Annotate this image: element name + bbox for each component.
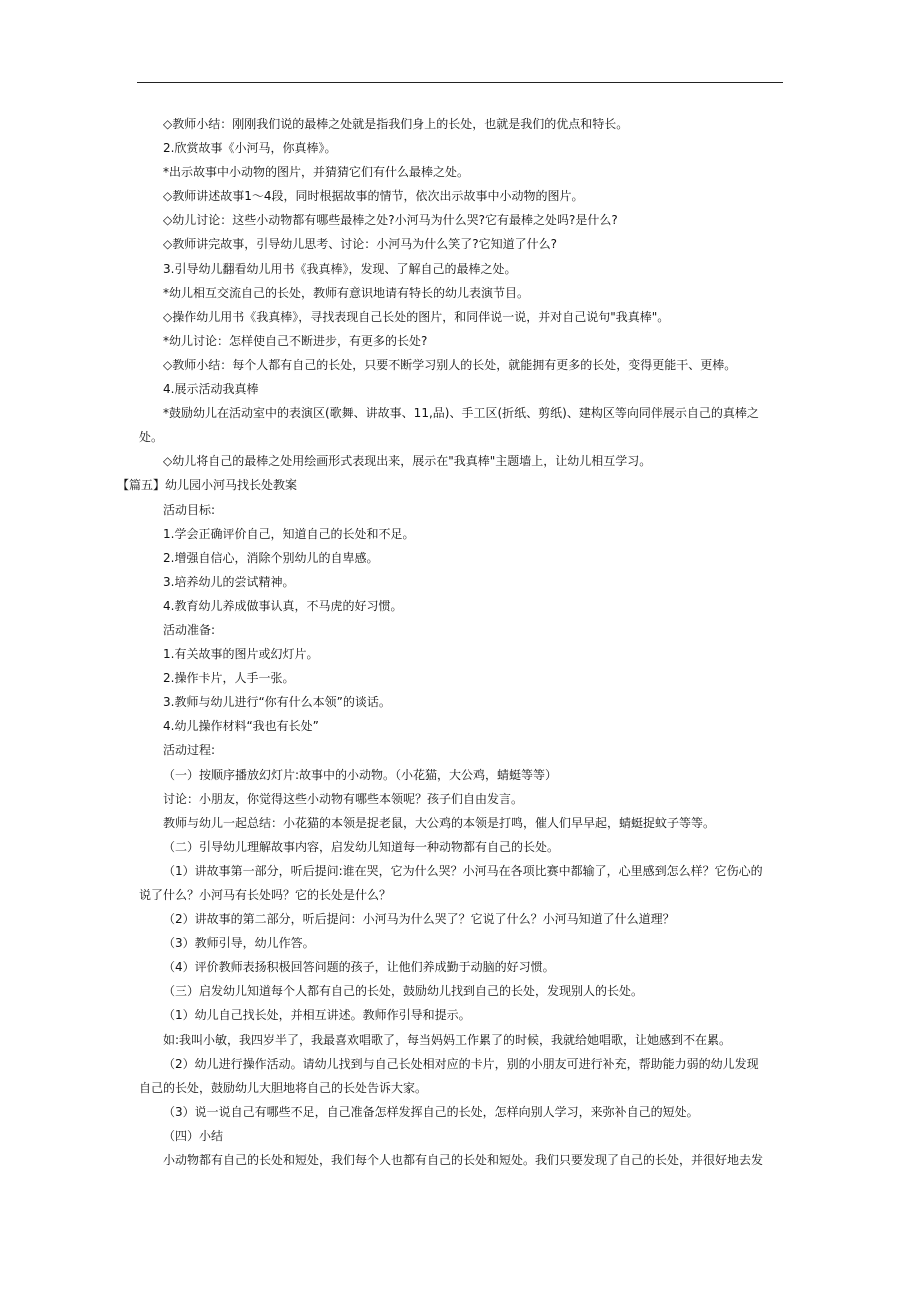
text-line: 3.引导幼儿翻看幼儿用书《我真棒》，发现、了解自己的最棒之处。: [163, 261, 517, 276]
text-line: （二）引导幼儿理解故事内容，启发幼儿知道每一种动物都有自己的长处。: [163, 839, 560, 854]
text-line: 4.展示活动我真棒: [163, 382, 259, 397]
text-line: 如:我叫小敏，我四岁半了，我最喜欢唱歌了，每当妈妈工作累了的时候，我就给她唱歌，让她感到不在累。: [163, 1032, 732, 1047]
text-line: （1）讲故事第一部分，听后提问:谁在哭，它为什么哭？小河马在各项比赛中都输了，心里感到怎么样？它伤心的: [163, 863, 763, 878]
text-line: （2）讲故事的第二部分，听后提问：小河马为什么哭了？它说了什么？小河马知道了什么道理？: [163, 912, 675, 927]
text-line: ◇幼儿将自己的最棒之处用绘画形式表现出来，展示在"我真棒"主题墙上，让幼儿相互学习。: [163, 454, 652, 469]
text-line: （2）幼儿进行操作活动。请幼儿找到与自己长处相对应的卡片，别的小朋友可进行补充，帮助能力弱的幼儿发现: [163, 1056, 759, 1071]
text-line: 1.学会正确评价自己，知道自己的长处和不足。: [163, 526, 415, 541]
text-line: 活动准备:: [163, 622, 216, 637]
text-line: 说了什么？小河马有长处吗？它的长处是什么？: [139, 888, 392, 902]
text-line: 2.操作卡片，人手一张。: [163, 671, 295, 686]
text-line: ◇教师小结：刚刚我们说的最棒之处就是指我们身上的长处，也就是我们的优点和特长。: [163, 117, 629, 131]
text-line: （4）评价教师表扬积极回答问题的孩子，让他们养成勤于动脑的好习惯。: [163, 960, 555, 975]
text-line: ◇教师讲完故事，引导幼儿思考、讨论：小河马为什么笑了?它知道了什么?: [163, 237, 557, 252]
text-line: 自己的长处，鼓励幼儿大胆地将自己的长处告诉大家。: [139, 1080, 428, 1095]
text-line: ◇幼儿讨论：这些小动物都有哪些最棒之处?小河马为什么哭?它有最棒之处吗?是什么?: [163, 213, 618, 228]
text-line: （三）启发幼儿知道每个人都有自己的长处，鼓励幼儿找到自己的长处，发现别人的长处。: [163, 984, 644, 999]
header-rule: [137, 82, 783, 83]
text-line: 3.教师与幼儿进行“你有什么本领”的谈话。: [163, 695, 391, 710]
text-line: 2.欣赏故事《小河马，你真棒》。: [163, 141, 337, 156]
text-line: *鼓励幼儿在活动室中的表演区(歌舞、讲故事、11,品)、手工区(折纸、剪纸)、建构区等向同伴展示自己的真棒之: [163, 406, 759, 421]
text-line: 活动目标:: [163, 502, 216, 517]
section-heading: 【篇五】幼儿园小河马找长处教案: [117, 478, 298, 493]
text-line: （1）幼儿自己找长处，并相互讲述。教师作引导和提示。: [163, 1008, 471, 1023]
text-line: （3）说一说自己有哪些不足，自己准备怎样发挥自己的长处，怎样向别人学习，来弥补自己的短处。: [163, 1104, 699, 1119]
text-line: *出示故事中小动物的图片，并猜猜它们有什么最棒之处。: [163, 165, 470, 180]
text-line: ◇教师讲述故事1～4段，同时根据故事的情节，依次出示故事中小动物的图片。: [163, 189, 584, 204]
text-line: *幼儿讨论：怎样使自己不断进步，有更多的长处?: [163, 333, 428, 348]
text-line: 处。: [139, 430, 164, 445]
text-line: （四）小结: [163, 1128, 224, 1143]
document-body: [117, 112, 785, 1172]
text-line: ◇教师小结：每个人都有自己的长处，只要不断学习别人的长处，就能拥有更多的长处，变得更能干、更棒。: [163, 357, 737, 372]
text-line: 1.有关故事的图片或幻灯片。: [163, 647, 319, 662]
text-line: 活动过程:: [163, 743, 216, 758]
text-line: （3）教师引导，幼儿作答。: [163, 936, 315, 951]
text-line: 4.教育幼儿养成做事认真，不马虎的好习惯。: [163, 598, 403, 613]
text-line: （一）按顺序播放幻灯片:故事中的小动物。（小花猫，大公鸡，蜻蜓等等）: [163, 767, 558, 782]
text-line: 2.增强自信心，消除个别幼儿的自卑感。: [163, 550, 379, 565]
text-line: 小动物都有自己的长处和短处，我们每个人也都有自己的长处和短处。我们只要发现了自己的长处，并很好地去发: [163, 1153, 764, 1168]
text-line: 教师与幼儿一起总结：小花猫的本领是捉老鼠，大公鸡的本领是打鸣，催人们早早起，蜻蜓捉蚊子等等。: [163, 815, 716, 830]
text-line: ◇操作幼儿用书《我真棒》，寻找表现自己长处的图片，和同伴说一说，并对自己说句"我真棒"。: [163, 309, 670, 324]
text-line: 讨论：小朋友，你觉得这些小动物有哪些本领呢？孩子们自由发言。: [163, 791, 524, 806]
text-line: *幼儿相互交流自己的长处，教师有意识地请有特长的幼儿表演节目。: [163, 285, 530, 300]
text-line: 3.培养幼儿的尝试精神。: [163, 574, 295, 589]
text-line: 4.幼儿操作材料“我也有长处”: [163, 719, 319, 734]
